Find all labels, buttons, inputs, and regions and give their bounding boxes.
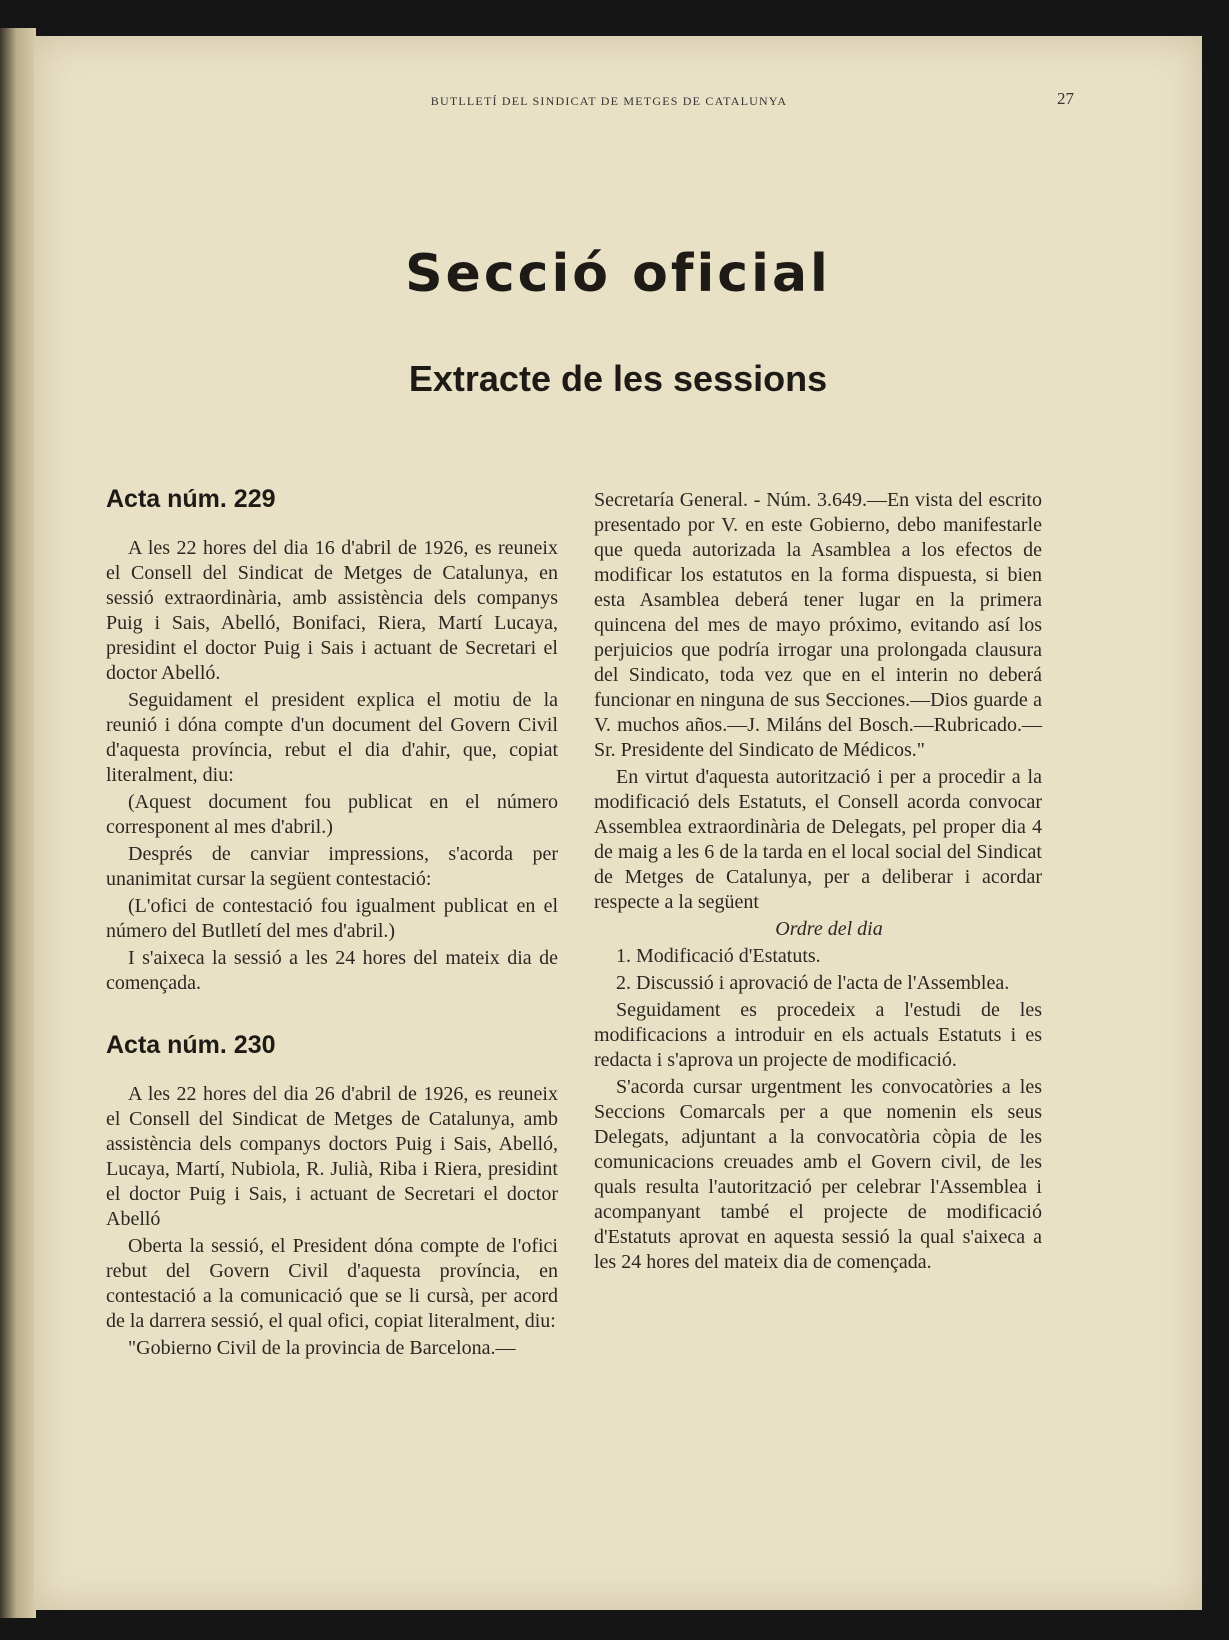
- acta-230: [106, 1030, 558, 1361]
- paragraph: (L'ofici de contestació fou igualment publicat en el número del Butlletí del mes d'abril.): [106, 895, 558, 942]
- paragraph: Seguidament el president explica el motiu de la reunió i dóna compte d'un document del Govern Civil d'aquesta província, rebut el dia d'ahir, que, copiat literalment, diu:: [106, 689, 558, 786]
- right-column: [594, 488, 1042, 1277]
- paragraph: "Gobierno Civil de la provincia de Barcelona.—: [128, 1337, 516, 1359]
- paragraph: S'acorda cursar urgentment les convocatòries a les Seccions Comarcals per a que nomenin els seus Delegats, adjuntant a la convocatòria còpia de les comunicacions creuades amb el Govern civil, de les quals resulta l'autorització per celebrar l'Assemblea i acompanyant també el projecte de modificació d'Estatuts aprovat en aquesta sessió la qual s'aixeca a les 24 hores del mateix dia de començada.: [594, 1076, 1042, 1273]
- paragraph: Secretaría General. - Núm. 3.649.—En vista del escrito presentado por V. en este Gobierno, debo manifestarle que queda autorizada la Asamblea a los efectos de modificar los estatutos en la forma dispuesta, si bien esta Asamblea deberá tener lugar en la primera quincena del mes de mayo próximo, evitando así los perjuicios que podría irrogar una prolongada clausura del Sindicato, toda vez que en el interin no deberá funcionar en ninguna de sus Secciones.—Dios guarde a V. muchos años.—J. Miláns del Bosch.—Rubricado.— Sr. Presidente del Sindicato de Médicos.": [594, 489, 1042, 761]
- page-number: 27: [1057, 89, 1074, 108]
- acta-heading: Acta núm. 229: [106, 485, 276, 513]
- section-subtitle: Extracte de les sessions: [408, 358, 828, 399]
- section-title: Secció oficial: [405, 244, 831, 304]
- document-page: [34, 36, 1202, 1610]
- paragraph: En virtut d'aquesta autorització i per a procedir a la modificació dels Estatuts, el Consell acorda convocar Assemblea extraordinària de Delegats, pel proper dia 4 de maig a les 6 de la tarda en el local social del Sindicat de Metges de Catalunya, per a deliberar i acordar respecte a la següent: [594, 766, 1042, 913]
- agenda-title: Ordre del dia: [775, 918, 883, 940]
- agenda-item: 2. Discussió i aprovació de l'acta de l'Assemblea.: [616, 972, 1010, 994]
- paragraph: A les 22 hores del dia 16 d'abril de 1926, es reuneix el Consell del Sindicat de Metges de Catalunya, en sessió extraordinària, amb assistència dels companys Puig i Sais, Abelló, Bonifaci, Riera, Martí Lucaya, presidint el doctor Puig i Sais i actuant de Secretari el doctor Abelló.: [106, 537, 558, 684]
- paragraph: Seguidament es procedeix a l'estudi de les modificacions a introduir en els actuals Estatuts i es redacta i s'aprova un projecte de modificació.: [594, 999, 1042, 1071]
- book-spine-edge: [0, 28, 36, 1618]
- running-header: BUTLLETÍ DEL SINDICAT DE METGES DE CATALUNYA: [430, 94, 788, 108]
- agenda-item: 1. Modificació d'Estatuts.: [616, 945, 821, 967]
- paragraph: (Aquest document fou publicat en el número corresponent al mes d'abril.): [106, 791, 558, 838]
- paragraph: A les 22 hores del dia 26 d'abril de 1926, es reuneix el Consell del Sindicat de Metges de Catalunya, amb assistència dels companys doctors Puig i Sais, Abelló, Lucaya, Martí, Nubiola, R. Julià, Riba i Riera, presidint el doctor Puig i Sais, i actuant de Secretari el doctor Abelló: [106, 1083, 558, 1230]
- paragraph: I s'aixeca la sessió a les 24 hores del mateix dia de començada.: [106, 947, 558, 994]
- paragraph: Després de canviar impressions, s'acorda per unanimitat cursar la següent contestació:: [106, 843, 558, 890]
- paragraph: Oberta la sessió, el President dóna compte de l'ofici rebut del Govern Civil d'aquesta província, en contestació a la comunicació que se li cursà, per acord de la darrera sessió, el qual ofici, copiat literalment, diu:: [106, 1235, 558, 1332]
- acta-heading: Acta núm. 230: [106, 1031, 276, 1059]
- left-column: [106, 484, 558, 1395]
- acta-229: [106, 484, 558, 996]
